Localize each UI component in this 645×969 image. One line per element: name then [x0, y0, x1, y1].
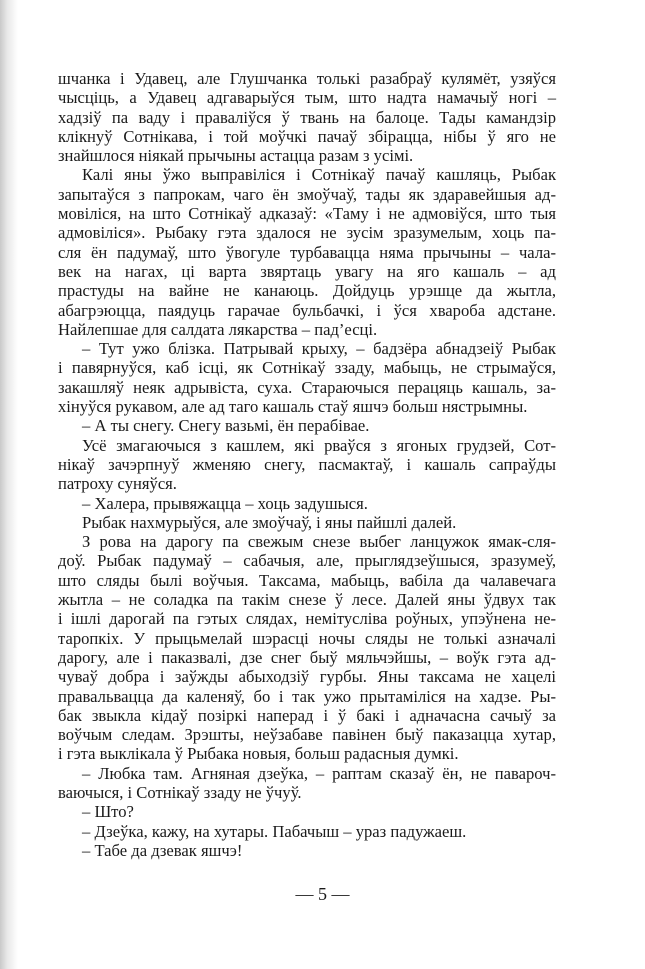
text-line: шчанка і Удавец, але Глушчанка толькі разабраў кулямёт, узяўся	[58, 69, 556, 88]
text-line: сля ён падумаў, што ўвогуле турбавацца няма прычыны – чала-	[58, 242, 556, 262]
paragraph	[58, 69, 556, 165]
paragraph	[58, 416, 556, 435]
text-line: жытла – не соладка па такім снезе ў лесе. Далей яны ўдвух так	[58, 590, 556, 610]
text-line: Усё змагаючыся з кашлем, які рваўся з ягоных грудзей, Сот-	[82, 435, 556, 455]
text-line: Найлепшае для салдата лякарства – пад’есці.	[58, 319, 378, 339]
text-line: правальвацца да каленяў, бо і так ужо прытаміліся на хадзе. Ры-	[58, 686, 556, 706]
text-line: чысціць, а Удавец адгаварыўся тым, што надта намачыў ногі –	[58, 88, 556, 108]
text-line: доў. Рыбак падумаў – сабачыя, але, прыглядзеўшыся, зразумеў,	[58, 551, 556, 571]
paragraph	[58, 436, 556, 494]
text-line: што сляды былі воўчыя. Таксама, мабыць, вабіла да чалавечага	[58, 570, 556, 590]
paragraph	[58, 532, 556, 764]
text-line: чуваў добра і заўжды абыходзіў гурбы. Яны таксама не хацелі	[58, 667, 556, 687]
page-edge-shadow	[0, 0, 18, 969]
text-line: абагрэюцца, паядуць гарачае бульбачкі, і ўся хвароба адстане.	[58, 300, 556, 320]
text-line: – А ты снегу. Снегу вазьмі, ён перабівае.	[82, 416, 370, 436]
paragraph	[58, 822, 556, 841]
paragraph	[58, 802, 556, 821]
paragraph	[58, 841, 556, 860]
text-line: бак звыкла кідаў позіркі наперад і ў бакі і адначасна сачыў за	[58, 705, 556, 725]
text-line: Калі яны ўжо выправіліся і Сотнікаў пачаў кашляць, Рыбак	[82, 165, 556, 185]
text-line: дарогу, але і паказвалі, дзе снег быў мяльчэйшы, – воўк гэта ад-	[58, 647, 556, 667]
text-line: таропкіх. У прыцьмелай шэрасці ночы сляды не толькі азначалі	[58, 628, 556, 648]
text-line: – Дзеўка, кажу, на хутары. Пабачыш – ураз падужаеш.	[82, 821, 467, 841]
paragraph	[58, 764, 556, 803]
text-line: – Тут ужо блізка. Патрывай крыху, – бадзёра абнадзеіў Рыбак	[82, 339, 556, 359]
paragraph	[58, 494, 556, 513]
paragraph	[58, 165, 556, 339]
text-line: знайшлося ніякай прычыны астацца разам з усімі.	[58, 146, 414, 166]
text-line: прастуды на вайне не канаюць. Дойдуць урэшце да жытла,	[58, 281, 556, 301]
text-line: закашляў неяк адрывіста, суха. Стараючыся перацяць кашаль, за-	[58, 377, 556, 397]
text-line: запытаўся з папрокам, чаго ён змоўчаў, тады як здаравейшыя ад-	[58, 184, 556, 204]
text-line: хадзіў па ваду і праваліўся ў твань на балоце. Тады камандзір	[58, 107, 556, 127]
text-line: Рыбак нахмурыўся, але змоўчаў, і яны пайшлі далей.	[82, 512, 457, 532]
paragraph	[58, 339, 556, 416]
text-line: век на нагах, ці варта звяртаць увагу на яго кашаль – ад	[58, 261, 556, 281]
text-line: – Што?	[82, 802, 134, 822]
text-line: адмовіліся». Рыбаку гэта здалося не зусім зразумелым, хоць па-	[58, 223, 556, 243]
text-line: патроху суняўся.	[58, 474, 177, 494]
text-line: і павярнуўся, каб ісці, як Сотнікаў ззаду, мабыць, не стрымаўся,	[58, 358, 556, 378]
page-number: — 5 —	[295, 884, 350, 904]
paragraph	[58, 513, 556, 532]
text-line: – Табе да дзевак яшчэ!	[82, 840, 243, 860]
text-line: хінуўся рукавом, але ад таго кашаль стаў яшчэ больш нястрымны.	[58, 397, 528, 417]
text-line: воўчым следам. Зрэшты, неўзабаве павінен быў паказацца хутар,	[58, 725, 556, 745]
text-line: клікнуў Сотнікава, і той моўчкі пачаў збірацца, нібы ў яго не	[58, 126, 556, 146]
text-line: З рова на дарогу па свежым снезе выбег ланцужок ямак-сля-	[82, 532, 556, 552]
text-line: і гэта выклікала ў Рыбака новыя, больш радасныя думкі.	[58, 744, 459, 764]
text-line: і ішлі дарогай па гэтых слядах, немітусліва роўных, упэўнена не-	[58, 609, 556, 629]
text-line: нікаў зачэрпнуў жменяю снегу, пасмактаў, і кашаль сапраўды	[58, 454, 556, 474]
text-line: – Любка там. Агняная дзеўка, – раптам сказаў ён, не павароч-	[82, 763, 556, 783]
text-line: мовіліся, на што Сотнікаў адказаў: «Таму і не адмовіўся, што тыя	[58, 204, 556, 224]
page-text	[58, 69, 556, 860]
text-line: ваючыся, і Сотнікаў ззаду не ўчуў.	[58, 782, 302, 802]
text-line: – Халера, прывяжацца – хоць задушыся.	[82, 493, 368, 513]
